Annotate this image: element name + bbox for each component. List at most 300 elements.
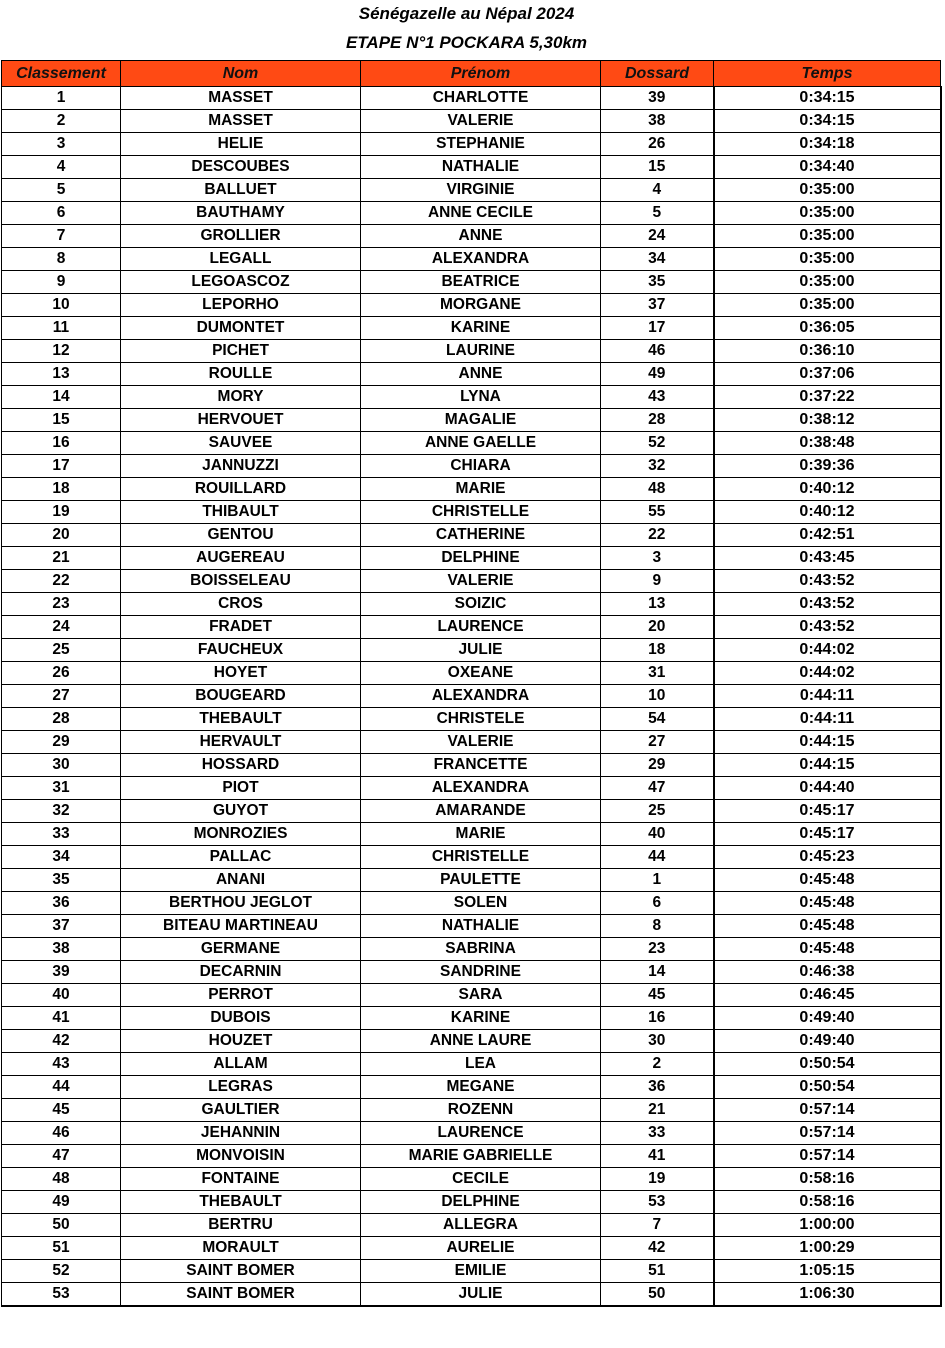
last-name-cell: HERVOUET [121,409,361,432]
first-name-cell: BEATRICE [361,271,601,294]
first-name-cell: VALERIE [361,570,601,593]
table-row [2,248,941,271]
time-cell: 1:00:00 [714,1214,941,1237]
table-body [2,87,941,1307]
first-name-cell: ANNE [361,225,601,248]
bib-cell: 31 [601,662,714,685]
rank-cell: 1 [2,87,121,110]
rank-cell: 52 [2,1260,121,1283]
rank-cell: 7 [2,225,121,248]
last-name-cell: PICHET [121,340,361,363]
last-name-cell: DECARNIN [121,961,361,984]
last-name-cell: DUMONTET [121,317,361,340]
rank-cell: 30 [2,754,121,777]
table-row [2,1007,941,1030]
bib-cell: 17 [601,317,714,340]
time-cell: 0:34:15 [714,110,941,133]
time-cell: 0:58:16 [714,1168,941,1191]
table-row [2,570,941,593]
time-cell: 0:44:15 [714,754,941,777]
table-row [2,547,941,570]
table-row [2,616,941,639]
table-row [2,409,941,432]
rank-cell: 15 [2,409,121,432]
rank-cell: 28 [2,708,121,731]
header-row [2,61,941,87]
time-cell: 0:57:14 [714,1145,941,1168]
last-name-cell: MONVOISIN [121,1145,361,1168]
last-name-cell: ALLAM [121,1053,361,1076]
table-row [2,593,941,616]
page-title: Sénégazelle au Népal 2024 [358,4,575,23]
last-name-cell: GAULTIER [121,1099,361,1122]
table-header [2,61,941,87]
time-cell: 0:43:52 [714,593,941,616]
rank-cell: 37 [2,915,121,938]
first-name-cell: MEGANE [361,1076,601,1099]
last-name-cell: FAUCHEUX [121,639,361,662]
last-name-cell: PALLAC [121,846,361,869]
table-row [2,386,941,409]
first-name-cell: NATHALIE [361,156,601,179]
last-name-cell: THEBAULT [121,1191,361,1214]
time-cell: 0:37:22 [714,386,941,409]
last-name-cell: JEHANNIN [121,1122,361,1145]
table-row [2,731,941,754]
time-cell: 0:34:40 [714,156,941,179]
time-cell: 0:35:00 [714,225,941,248]
bib-cell: 34 [601,248,714,271]
bib-cell: 55 [601,501,714,524]
last-name-cell: HOSSARD [121,754,361,777]
bib-cell: 32 [601,455,714,478]
bib-cell: 24 [601,225,714,248]
last-name-cell: FONTAINE [121,1168,361,1191]
table-row [2,363,941,386]
first-name-cell: FRANCETTE [361,754,601,777]
last-name-cell: BALLUET [121,179,361,202]
header-temps: Temps [714,61,941,87]
last-name-cell: BOISSELEAU [121,570,361,593]
header-dossard: Dossard [601,61,714,87]
bib-cell: 27 [601,731,714,754]
time-cell: 0:45:17 [714,823,941,846]
time-cell: 0:43:52 [714,616,941,639]
time-cell: 1:00:29 [714,1237,941,1260]
table-row [2,202,941,225]
rank-cell: 11 [2,317,121,340]
rank-cell: 6 [2,202,121,225]
table-row [2,1191,941,1214]
time-cell: 1:05:15 [714,1260,941,1283]
time-cell: 0:46:38 [714,961,941,984]
table-row [2,823,941,846]
first-name-cell: SANDRINE [361,961,601,984]
first-name-cell: CHRISTELE [361,708,601,731]
time-cell: 0:40:12 [714,501,941,524]
bib-cell: 35 [601,271,714,294]
table-row [2,938,941,961]
table-row [2,501,941,524]
rank-cell: 36 [2,892,121,915]
rank-cell: 16 [2,432,121,455]
last-name-cell: LEGOASCOZ [121,271,361,294]
last-name-cell: MORAULT [121,1237,361,1260]
last-name-cell: GROLLIER [121,225,361,248]
first-name-cell: MORGANE [361,294,601,317]
rank-cell: 2 [2,110,121,133]
table-row [2,87,941,110]
time-cell: 0:35:00 [714,179,941,202]
table-row [2,432,941,455]
first-name-cell: ANNE [361,363,601,386]
rank-cell: 14 [2,386,121,409]
table-row [2,294,941,317]
time-cell: 0:46:45 [714,984,941,1007]
time-cell: 0:49:40 [714,1007,941,1030]
table-row [2,800,941,823]
first-name-cell: CATHERINE [361,524,601,547]
rank-cell: 17 [2,455,121,478]
table-row [2,754,941,777]
last-name-cell: JANNUZZI [121,455,361,478]
time-cell: 0:57:14 [714,1122,941,1145]
time-cell: 0:40:12 [714,478,941,501]
first-name-cell: LAURINE [361,340,601,363]
bib-cell: 41 [601,1145,714,1168]
table-row [2,639,941,662]
last-name-cell: MONROZIES [121,823,361,846]
rank-cell: 38 [2,938,121,961]
bib-cell: 49 [601,363,714,386]
time-cell: 0:45:23 [714,846,941,869]
bib-cell: 7 [601,1214,714,1237]
bib-cell: 38 [601,110,714,133]
first-name-cell: MARIE GABRIELLE [361,1145,601,1168]
bib-cell: 1 [601,869,714,892]
table-row [2,685,941,708]
rank-cell: 21 [2,547,121,570]
rank-cell: 50 [2,1214,121,1237]
table-row [2,984,941,1007]
first-name-cell: ALLEGRA [361,1214,601,1237]
last-name-cell: BOUGEARD [121,685,361,708]
time-cell: 0:50:54 [714,1053,941,1076]
time-cell: 0:45:48 [714,915,941,938]
rank-cell: 51 [2,1237,121,1260]
bib-cell: 23 [601,938,714,961]
table-row [2,1053,941,1076]
last-name-cell: GERMANE [121,938,361,961]
bib-cell: 51 [601,1260,714,1283]
table-row [2,1214,941,1237]
table-row [2,225,941,248]
time-cell: 0:44:11 [714,685,941,708]
first-name-cell: LYNA [361,386,601,409]
first-name-cell: AURELIE [361,1237,601,1260]
time-cell: 0:44:02 [714,662,941,685]
table-row [2,777,941,800]
first-name-cell: AMARANDE [361,800,601,823]
bib-cell: 37 [601,294,714,317]
time-cell: 0:45:17 [714,800,941,823]
rank-cell: 18 [2,478,121,501]
bib-cell: 4 [601,179,714,202]
table-row [2,133,941,156]
first-name-cell: SARA [361,984,601,1007]
last-name-cell: DESCOUBES [121,156,361,179]
last-name-cell: SAINT BOMER [121,1283,361,1307]
bib-cell: 53 [601,1191,714,1214]
first-name-cell: JULIE [361,639,601,662]
bib-cell: 30 [601,1030,714,1053]
table-row [2,1283,941,1307]
first-name-cell: CHARLOTTE [361,87,601,110]
table-row [2,1260,941,1283]
bib-cell: 48 [601,478,714,501]
bib-cell: 52 [601,432,714,455]
bib-cell: 3 [601,547,714,570]
last-name-cell: HOYET [121,662,361,685]
bib-cell: 33 [601,1122,714,1145]
bib-cell: 28 [601,409,714,432]
last-name-cell: PERROT [121,984,361,1007]
last-name-cell: AUGEREAU [121,547,361,570]
bib-cell: 47 [601,777,714,800]
last-name-cell: DUBOIS [121,1007,361,1030]
table-row [2,340,941,363]
table-row [2,662,941,685]
time-cell: 0:37:06 [714,363,941,386]
bib-cell: 6 [601,892,714,915]
rank-cell: 19 [2,501,121,524]
first-name-cell: STEPHANIE [361,133,601,156]
table-row [2,1099,941,1122]
first-name-cell: ANNE GAELLE [361,432,601,455]
first-name-cell: DELPHINE [361,547,601,570]
rank-cell: 5 [2,179,121,202]
table-row [2,869,941,892]
bib-cell: 40 [601,823,714,846]
table-row [2,708,941,731]
rank-cell: 20 [2,524,121,547]
time-cell: 0:39:36 [714,455,941,478]
bib-cell: 42 [601,1237,714,1260]
last-name-cell: BAUTHAMY [121,202,361,225]
bib-cell: 45 [601,984,714,1007]
table-row [2,1168,941,1191]
table-row [2,524,941,547]
last-name-cell: CROS [121,593,361,616]
rank-cell: 8 [2,248,121,271]
last-name-cell: THEBAULT [121,708,361,731]
first-name-cell: KARINE [361,1007,601,1030]
rank-cell: 45 [2,1099,121,1122]
time-cell: 0:38:12 [714,409,941,432]
first-name-cell: VIRGINIE [361,179,601,202]
results-table [1,60,942,1307]
last-name-cell: LEGALL [121,248,361,271]
rank-cell: 29 [2,731,121,754]
last-name-cell: FRADET [121,616,361,639]
bib-cell: 13 [601,593,714,616]
bib-cell: 54 [601,708,714,731]
first-name-cell: ROZENN [361,1099,601,1122]
table-row [2,156,941,179]
first-name-cell: ALEXANDRA [361,777,601,800]
bib-cell: 20 [601,616,714,639]
first-name-cell: ANNE CECILE [361,202,601,225]
last-name-cell: GUYOT [121,800,361,823]
first-name-cell: ALEXANDRA [361,685,601,708]
last-name-cell: SAUVEE [121,432,361,455]
table-row [2,1237,941,1260]
table-row [2,1076,941,1099]
time-cell: 0:44:11 [714,708,941,731]
bib-cell: 26 [601,133,714,156]
bib-cell: 25 [601,800,714,823]
bib-cell: 21 [601,1099,714,1122]
rank-cell: 26 [2,662,121,685]
time-cell: 0:35:00 [714,294,941,317]
table-row [2,478,941,501]
time-cell: 0:35:00 [714,248,941,271]
rank-cell: 31 [2,777,121,800]
last-name-cell: MORY [121,386,361,409]
rank-cell: 33 [2,823,121,846]
first-name-cell: JULIE [361,1283,601,1307]
rank-cell: 23 [2,593,121,616]
page-subtitle: ETAPE N°1 POCKARA 5,30km [345,33,588,52]
last-name-cell: BITEAU MARTINEAU [121,915,361,938]
table-row [2,110,941,133]
first-name-cell: ALEXANDRA [361,248,601,271]
time-cell: 0:43:52 [714,570,941,593]
time-cell: 0:58:16 [714,1191,941,1214]
time-cell: 0:42:51 [714,524,941,547]
first-name-cell: SOLEN [361,892,601,915]
time-cell: 0:35:00 [714,202,941,225]
bib-cell: 39 [601,87,714,110]
last-name-cell: BERTRU [121,1214,361,1237]
first-name-cell: DELPHINE [361,1191,601,1214]
time-cell: 0:44:40 [714,777,941,800]
time-cell: 0:38:48 [714,432,941,455]
last-name-cell: ANANI [121,869,361,892]
bib-cell: 19 [601,1168,714,1191]
last-name-cell: ROULLE [121,363,361,386]
first-name-cell: NATHALIE [361,915,601,938]
first-name-cell: CECILE [361,1168,601,1191]
last-name-cell: HELIE [121,133,361,156]
rank-cell: 24 [2,616,121,639]
time-cell: 0:36:10 [714,340,941,363]
time-cell: 0:50:54 [714,1076,941,1099]
first-name-cell: EMILIE [361,1260,601,1283]
table-row [2,455,941,478]
rank-cell: 48 [2,1168,121,1191]
last-name-cell: MASSET [121,87,361,110]
bib-cell: 14 [601,961,714,984]
bib-cell: 36 [601,1076,714,1099]
last-name-cell: HOUZET [121,1030,361,1053]
rank-cell: 44 [2,1076,121,1099]
first-name-cell: ANNE LAURE [361,1030,601,1053]
table-row [2,179,941,202]
first-name-cell: LEA [361,1053,601,1076]
first-name-cell: KARINE [361,317,601,340]
time-cell: 0:34:18 [714,133,941,156]
rank-cell: 25 [2,639,121,662]
time-cell: 0:43:45 [714,547,941,570]
time-cell: 0:49:40 [714,1030,941,1053]
header-nom: Nom [121,61,361,87]
rank-cell: 32 [2,800,121,823]
time-cell: 0:34:15 [714,87,941,110]
first-name-cell: SOIZIC [361,593,601,616]
last-name-cell: HERVAULT [121,731,361,754]
bib-cell: 29 [601,754,714,777]
time-cell: 1:06:30 [714,1283,941,1307]
bib-cell: 18 [601,639,714,662]
last-name-cell: THIBAULT [121,501,361,524]
first-name-cell: LAURENCE [361,1122,601,1145]
rank-cell: 46 [2,1122,121,1145]
last-name-cell: GENTOU [121,524,361,547]
header-classement: Classement [2,61,121,87]
time-cell: 0:44:15 [714,731,941,754]
table-row [2,317,941,340]
rank-cell: 42 [2,1030,121,1053]
rank-cell: 13 [2,363,121,386]
last-name-cell: MASSET [121,110,361,133]
rank-cell: 9 [2,271,121,294]
first-name-cell: MAGALIE [361,409,601,432]
bib-cell: 44 [601,846,714,869]
first-name-cell: CHRISTELLE [361,501,601,524]
bib-cell: 22 [601,524,714,547]
time-cell: 0:35:00 [714,271,941,294]
last-name-cell: LEPORHO [121,294,361,317]
first-name-cell: VALERIE [361,110,601,133]
rank-cell: 35 [2,869,121,892]
rank-cell: 10 [2,294,121,317]
last-name-cell: ROUILLARD [121,478,361,501]
rank-cell: 40 [2,984,121,1007]
first-name-cell: CHRISTELLE [361,846,601,869]
rank-cell: 39 [2,961,121,984]
first-name-cell: PAULETTE [361,869,601,892]
first-name-cell: OXEANE [361,662,601,685]
table-row [2,1145,941,1168]
header-prenom: Prénom [361,61,601,87]
time-cell: 0:45:48 [714,869,941,892]
rank-cell: 41 [2,1007,121,1030]
last-name-cell: PIOT [121,777,361,800]
bib-cell: 16 [601,1007,714,1030]
bib-cell: 8 [601,915,714,938]
rank-cell: 22 [2,570,121,593]
bib-cell: 43 [601,386,714,409]
last-name-cell: SAINT BOMER [121,1260,361,1283]
time-cell: 0:36:05 [714,317,941,340]
rank-cell: 34 [2,846,121,869]
last-name-cell: BERTHOU JEGLOT [121,892,361,915]
first-name-cell: MARIE [361,478,601,501]
table-row [2,846,941,869]
bib-cell: 10 [601,685,714,708]
table-row [2,915,941,938]
